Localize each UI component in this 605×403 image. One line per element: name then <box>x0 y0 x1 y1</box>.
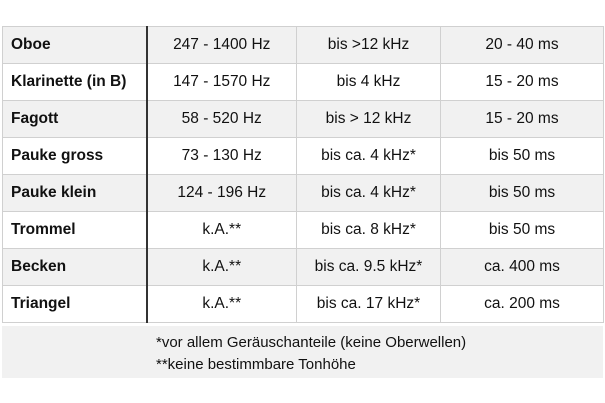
table-row <box>3 101 604 138</box>
table-row <box>3 286 604 323</box>
instrument-name: Triangel <box>3 286 147 323</box>
frequency-range: 147 - 1570 Hz <box>147 64 297 101</box>
frequency-range: k.A.** <box>147 249 297 286</box>
instrument-name: Pauke gross <box>3 138 147 175</box>
frequency-range: 247 - 1400 Hz <box>147 27 297 64</box>
instrument-name: Pauke klein <box>3 175 147 212</box>
instrument-name: Becken <box>3 249 147 286</box>
overtone-limit: bis ca. 4 kHz* <box>297 138 441 175</box>
attack-time: ca. 200 ms <box>441 286 604 323</box>
frequency-range: k.A.** <box>147 286 297 323</box>
attack-time: 20 - 40 ms <box>441 27 604 64</box>
table-row <box>3 27 604 64</box>
footnotes <box>2 326 603 378</box>
frequency-range: 58 - 520 Hz <box>147 101 297 138</box>
frequency-range: 73 - 130 Hz <box>147 138 297 175</box>
table-body <box>3 27 604 323</box>
frequency-range: k.A.** <box>147 212 297 249</box>
overtone-limit: bis ca. 9.5 kHz* <box>297 249 441 286</box>
footnote-pitch: **keine bestimmbare Tonhöhe <box>156 356 356 373</box>
instrument-name: Fagott <box>3 101 147 138</box>
table-row <box>3 138 604 175</box>
frequency-range: 124 - 196 Hz <box>147 175 297 212</box>
instrument-name: Oboe <box>3 27 147 64</box>
attack-time: 15 - 20 ms <box>441 64 604 101</box>
table-row <box>3 64 604 101</box>
table-row <box>3 212 604 249</box>
overtone-limit: bis ca. 8 kHz* <box>297 212 441 249</box>
attack-time: bis 50 ms <box>441 138 604 175</box>
table-row <box>3 249 604 286</box>
footnote-noise: *vor allem Geräuschanteile (keine Oberwellen) <box>156 334 467 351</box>
overtone-limit: bis >12 kHz <box>297 27 441 64</box>
attack-time: bis 50 ms <box>441 175 604 212</box>
overtone-limit: bis > 12 kHz <box>297 101 441 138</box>
instrument-table <box>2 26 604 323</box>
instrument-name: Trommel <box>3 212 147 249</box>
overtone-limit: bis ca. 4 kHz* <box>297 175 441 212</box>
table-row <box>3 175 604 212</box>
overtone-limit: bis 4 kHz <box>297 64 441 101</box>
instrument-name: Klarinette (in B) <box>3 64 147 101</box>
attack-time: bis 50 ms <box>441 212 604 249</box>
attack-time: 15 - 20 ms <box>441 101 604 138</box>
overtone-limit: bis ca. 17 kHz* <box>297 286 441 323</box>
attack-time: ca. 400 ms <box>441 249 604 286</box>
